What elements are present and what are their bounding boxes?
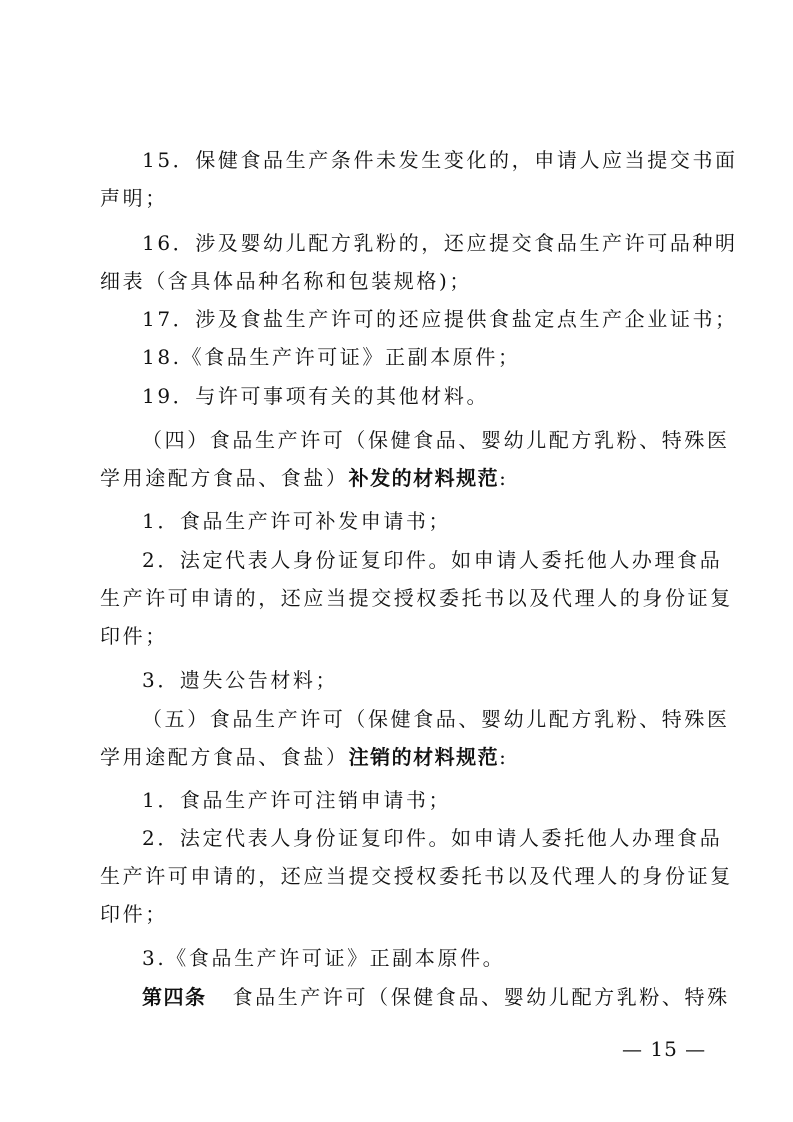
article-4-line	[142, 985, 730, 1009]
article-4-title: 第四条	[142, 985, 207, 1009]
section-4-item-2-line2: 生产许可申请的，还应当提交授权委托书以及代理人的身份证复	[100, 586, 733, 610]
section-4-item-2-line3: 印件；	[100, 624, 168, 648]
page-number: — 15 —	[622, 1037, 707, 1061]
item-19: 19．与许可事项有关的其他材料。	[142, 384, 490, 408]
section-5-heading-line2	[100, 745, 508, 769]
item-16-line1: 16．涉及婴幼儿配方乳粉的，还应提交食品生产许可品种明	[142, 231, 738, 255]
section-4-heading-line1: （四）食品生产许可（保健食品、婴幼儿配方乳粉、特殊医	[142, 428, 730, 452]
section-5-item-2-line2: 生产许可申请的，还应当提交授权委托书以及代理人的身份证复	[100, 864, 733, 888]
section-5-colon: :	[499, 745, 509, 769]
section-5-heading-line1: （五）食品生产许可（保健食品、婴幼儿配方乳粉、特殊医	[142, 707, 730, 731]
section-4-item-2-line1: 2．法定代表人身份证复印件。如申请人委托他人办理食品	[142, 548, 723, 572]
article-4-text: 食品生产许可（保健食品、婴幼儿配方乳粉、特殊	[232, 985, 730, 1009]
section-4-item-3: 3．遗失公告材料；	[142, 668, 339, 692]
section-5-item-2-line1: 2．法定代表人身份证复印件。如申请人委托他人办理食品	[142, 826, 723, 850]
item-16-line2: 细表（含具体品种名称和包装规格)；	[100, 269, 473, 293]
item-18: 18.《食品生产许可证》正副本原件；	[142, 345, 521, 369]
section-5-item-3: 3.《食品生产许可证》正副本原件。	[142, 946, 506, 970]
section-4-item-1: 1．食品生产许可补发申请书；	[142, 509, 452, 533]
section-4-colon: :	[499, 466, 509, 490]
item-17: 17．涉及食盐生产许可的还应提供食盐定点生产企业证书；	[142, 307, 738, 331]
section-5-bold-title: 注销的材料规范	[348, 745, 500, 769]
item-15-line1: 15．保健食品生产条件未发生变化的，申请人应当提交书面	[142, 148, 738, 172]
section-5-heading-text: 学用途配方食品、食盐）	[100, 745, 349, 769]
section-4-heading-text: 学用途配方食品、食盐）	[100, 466, 349, 490]
section-5-item-1: 1．食品生产许可注销申请书；	[142, 788, 452, 812]
item-15-line2: 声明；	[100, 186, 168, 210]
section-5-item-2-line3: 印件；	[100, 902, 168, 926]
section-4-bold-title: 补发的材料规范	[348, 466, 500, 490]
section-4-heading-line2	[100, 466, 508, 490]
